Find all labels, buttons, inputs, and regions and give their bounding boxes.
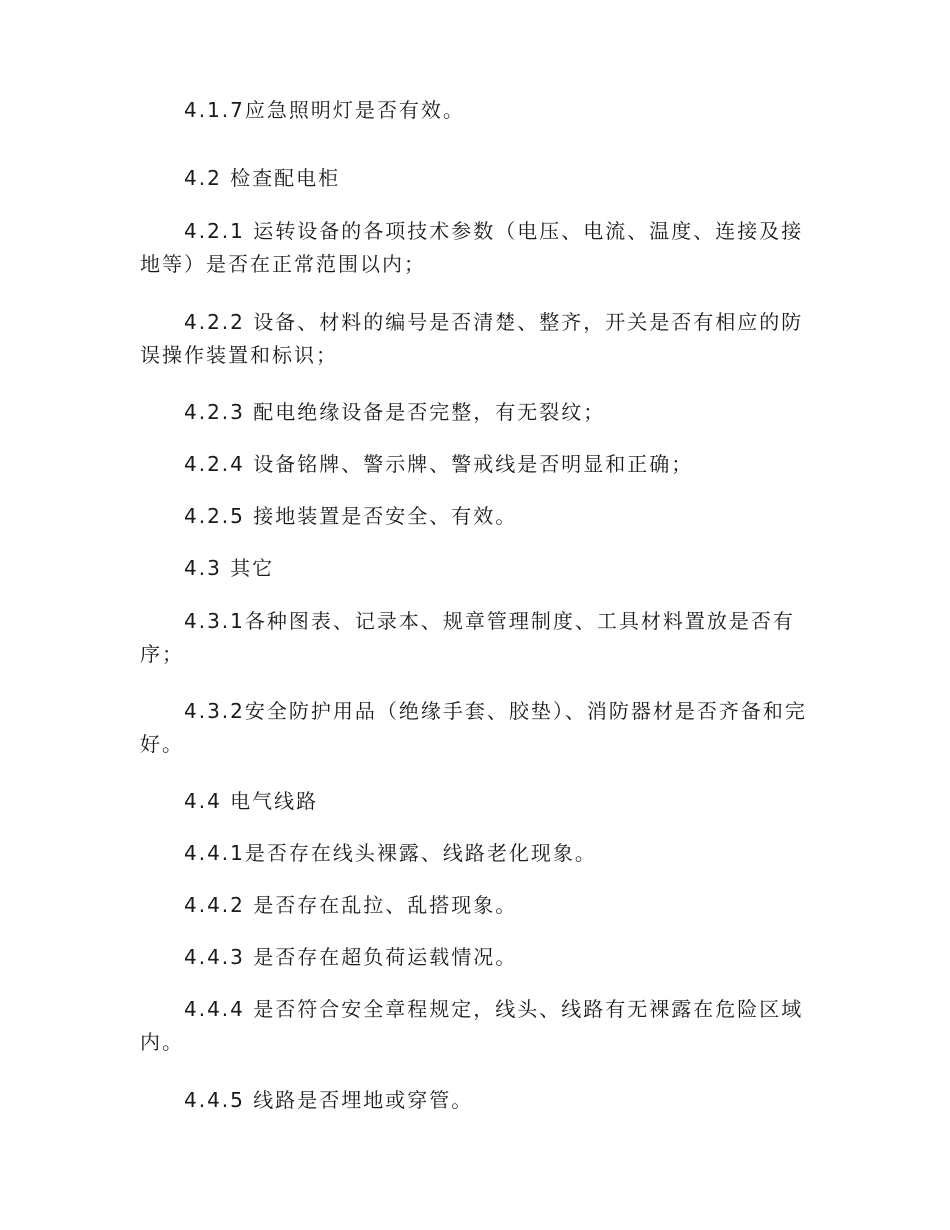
item-4-2-2: 4.2.2 设备、材料的编号是否清楚、整齐，开关是否有相应的防误操作装置和标识； <box>140 310 804 367</box>
item-4-3-2: 4.3.2安全防护用品（绝缘手套、胶垫）、消防器材是否齐备和完好。 <box>140 699 807 756</box>
item-4-2-3: 4.2.3 配电绝缘设备是否完整，有无裂纹； <box>184 400 606 424</box>
item-4-4-1: 4.4.1是否存在线头裸露、线路老化现象。 <box>184 841 597 865</box>
item-4-4-2: 4.4.2 是否存在乱拉、乱搭现象。 <box>184 893 518 917</box>
item-4-3-1: 4.3.1各种图表、记录本、规章管理制度、工具材料置放是否有序； <box>140 609 795 666</box>
item-4-2-4: 4.2.4 设备铭牌、警示牌、警戒线是否明显和正确； <box>184 452 694 476</box>
item-4-4-5: 4.4.5 线路是否埋地或穿管。 <box>184 1088 474 1112</box>
item-4-2-1: 4.2.1 运转设备的各项技术参数（电压、电流、温度、连接及接地等）是否在正常范围以内； <box>140 219 804 276</box>
section-4-4-heading: 4.4 电气线路 <box>184 789 319 813</box>
item-4-2-5: 4.2.5 接地装置是否安全、有效。 <box>184 504 518 528</box>
item-4-4-4: 4.4.4 是否符合安全章程规定，线头、线路有无裸露在危险区域内。 <box>140 997 804 1054</box>
item-4-1-7: 4.1.7应急照明灯是否有效。 <box>184 98 465 122</box>
section-4-2-heading: 4.2 检查配电柜 <box>184 166 341 190</box>
item-4-4-3: 4.4.3 是否存在超负荷运载情况。 <box>184 945 518 969</box>
section-4-3-heading: 4.3 其它 <box>184 556 275 580</box>
